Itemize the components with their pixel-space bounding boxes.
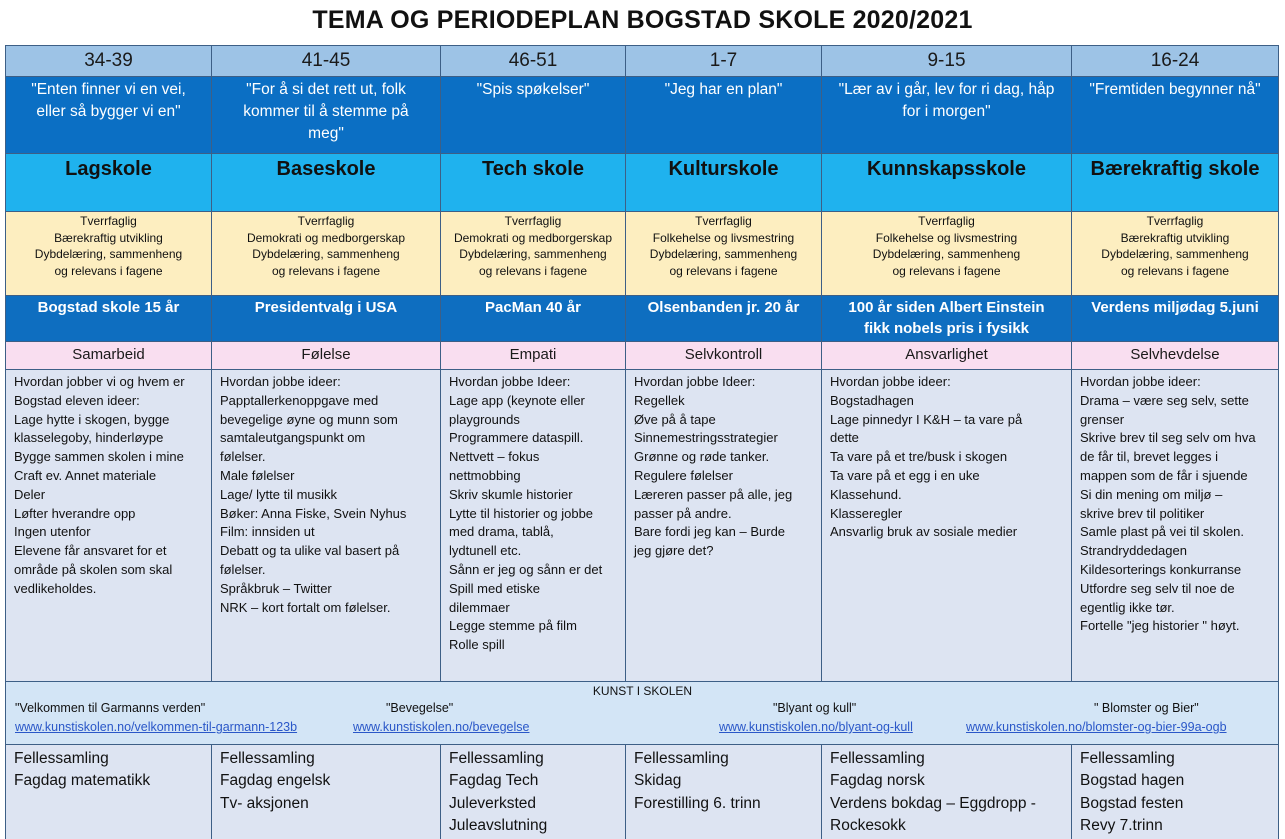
school-row [6, 154, 1279, 212]
idea-line: lydtunell etc. [449, 543, 522, 559]
kunst-title-garmann: "Velkommen til Garmanns verden" [15, 701, 206, 715]
idea-line: skrive brev til politiker [1080, 505, 1205, 521]
interdisciplinary-cell [1072, 212, 1279, 296]
event-cell [212, 296, 441, 342]
activity-line: Fagdag Tech [449, 772, 539, 790]
ideas-cell [441, 370, 626, 682]
idea-line: Skrive brev til seg selv om hva [1080, 430, 1256, 446]
event-line: PacMan 40 år [485, 299, 581, 316]
interdisciplinary-line: Tverrfaglig [80, 214, 137, 228]
quote-line: eller så bygger vi en" [36, 103, 181, 120]
period-plan-table [5, 45, 1279, 839]
idea-line: Lage pinnedyr I K&H – ta vare på [830, 411, 1023, 427]
idea-line: Strandryddedagen [1080, 543, 1187, 559]
idea-line: egentlig ikke tør. [1080, 599, 1175, 615]
kunst-heading: KUNST I SKOLEN [592, 684, 693, 698]
ideas-cell [626, 370, 822, 682]
idea-line: Ansvarlig bruk av sosiale medier [830, 524, 1018, 540]
activity-line: Fellessamling [14, 750, 109, 767]
fellessamling-cell [626, 745, 822, 839]
idea-line: Sinnemestringsstrategier [634, 430, 778, 446]
event-line: 100 år siden Albert Einstein [848, 299, 1045, 316]
ideas-cell [822, 370, 1072, 682]
page-title: TEMA OG PERIODEPLAN BOGSTAD SKOLE 2020/2021 [312, 6, 973, 34]
idea-line: Lage hytte i skogen, bygge [14, 411, 170, 427]
activity-line: Fellessamling [634, 750, 729, 767]
interdisciplinary-line: Folkehelse og livsmestring [652, 230, 795, 245]
event-cell [1072, 296, 1279, 342]
idea-line: Regellek [634, 392, 685, 408]
weeks-cell: 1-7 [626, 46, 822, 77]
weeks-cell: 16-24 [1072, 46, 1279, 77]
idea-line: passer på andre. [634, 505, 732, 521]
idea-line: samtaleutgangspunkt om [220, 430, 366, 446]
idea-line: Kildesorterings konkurranse [1080, 561, 1242, 577]
quote-line: kommer til å stemme på [243, 103, 409, 120]
kunst-link-garmann[interactable]: www.kunstiskolen.no/velkommen-til-garmann-123b [15, 720, 298, 734]
school-type-cell: Kunnskapsskole [822, 154, 1072, 212]
school-type-cell: Baseskole [212, 154, 441, 212]
idea-line: Grønne og røde tanker. [634, 449, 770, 465]
idea-line: Hvordan jobber vi og hvem er [14, 374, 185, 389]
idea-line: Lage app (keynote eller [449, 392, 585, 408]
idea-line: Bogstad eleven ideer: [14, 392, 140, 408]
fellessamling-row [6, 745, 1279, 839]
activity-line: Fellessamling [220, 750, 315, 767]
interdisciplinary-line: og relevans i fagene [669, 263, 778, 278]
idea-line: Hvordan jobbe Ideer: [634, 374, 756, 389]
interdisciplinary-line: Folkehelse og livsmestring [875, 230, 1018, 245]
event-cell [626, 296, 822, 342]
kunst-row [6, 682, 1279, 745]
quote-cell [212, 77, 441, 154]
school-type-cell: Bærekraftig skole [1072, 154, 1279, 212]
kunst-link-blomster[interactable]: www.kunstiskolen.no/blomster-og-bier-99a-ogb [966, 720, 1227, 734]
idea-line: Nettvett – fokus [449, 449, 540, 465]
idea-line: Spill med etiske [449, 580, 541, 596]
event-line: Verdens miljødag 5.juni [1091, 299, 1259, 316]
interdisciplinary-line: Tverrfaglig [695, 214, 752, 228]
activity-line: Forestilling 6. trinn [634, 794, 761, 812]
quote-cell [626, 77, 822, 154]
value-cell: Samarbeid [6, 342, 212, 370]
idea-line: NRK – kort fortalt om følelser. [220, 599, 391, 615]
idea-line: område på skolen som skal [14, 561, 173, 577]
kunst-title-bevegelse: "Bevegelse" [386, 701, 454, 715]
idea-line: Klassehund. [830, 486, 902, 502]
event-row [6, 296, 1279, 342]
activity-line: Bogstad festen [1080, 794, 1184, 812]
interdisciplinary-line: Tverrfaglig [297, 214, 355, 228]
idea-line: med drama, tablå, [449, 524, 554, 540]
idea-line: de får til, brevet legges i [1080, 449, 1219, 465]
idea-line: grenser [1080, 411, 1125, 427]
interdisciplinary-line: og relevans i fagene [271, 263, 381, 278]
quote-line: meg" [308, 125, 344, 142]
idea-line: Papptallerkenoppgave med [220, 392, 379, 408]
idea-line: Hvordan jobbe ideer: [830, 374, 951, 389]
idea-line: Bygge sammen skolen i mine [14, 449, 184, 465]
fellessamling-cell [1072, 745, 1279, 839]
interdisciplinary-cell [822, 212, 1072, 296]
kunst-link-blyant[interactable]: www.kunstiskolen.no/blyant-og-kull [719, 720, 913, 734]
activity-line: Fellessamling [449, 750, 544, 767]
quote-cell [1072, 77, 1279, 154]
interdisciplinary-cell [441, 212, 626, 296]
value-row [6, 342, 1279, 370]
interdisciplinary-line: Dybdelæring, sammenheng [1101, 247, 1249, 261]
ideas-cell [212, 370, 441, 682]
ideas-cell [6, 370, 212, 682]
idea-line: Lytte til historier og jobbe [449, 505, 594, 521]
weeks-cell: 41-45 [212, 46, 441, 77]
event-line: Presidentvalg i USA [254, 299, 398, 316]
idea-line: Utfordre seg selv til noe de [1080, 580, 1235, 596]
idea-line: vedlikeholdes. [14, 580, 97, 596]
activity-line: Tv- aksjonen [220, 794, 309, 812]
quote-cell [441, 77, 626, 154]
quote-cell [6, 77, 212, 154]
idea-line: Skriv skumle historier [449, 486, 573, 502]
event-line: Olsenbanden jr. 20 år [647, 299, 800, 316]
quote-line: "Jeg har en plan" [664, 81, 783, 98]
kunst-cell [6, 682, 1279, 745]
idea-line: Hvordan jobbe ideer: [1080, 374, 1201, 389]
school-type-cell: Tech skole [441, 154, 626, 212]
idea-line: følelser. [220, 449, 266, 465]
kunst-i-skolen-section [6, 682, 1279, 744]
idea-line: Ta vare på et tre/busk i skogen [830, 449, 1008, 465]
interdisciplinary-line: Dybdelæring, sammenheng [252, 247, 400, 261]
interdisciplinary-line: Tverrfaglig [1146, 214, 1204, 228]
activity-line: Revy 7.trinn [1080, 817, 1163, 835]
kunst-link-bevegelse[interactable]: www.kunstiskolen.no/bevegelse [353, 720, 530, 734]
activity-line: Verdens bokdag – Eggdropp - [830, 794, 1036, 812]
quote-line: for i morgen" [902, 103, 991, 120]
activity-line: Fellessamling [830, 750, 925, 767]
activity-line: Juleverksted [449, 794, 537, 812]
idea-line: Språkbruk – Twitter [220, 580, 332, 596]
fellessamling-cell [822, 745, 1072, 839]
kunst-title-blomster: " Blomster og Bier" [1094, 701, 1199, 715]
idea-line: mappen som de får i sjuende [1080, 467, 1248, 483]
interdisciplinary-line: og relevans i fagene [1120, 263, 1230, 278]
idea-line: Film: innsiden ut [220, 524, 315, 540]
activity-line: Fellessamling [1080, 750, 1175, 767]
event-line: Bogstad skole 15 år [37, 299, 180, 316]
quote-line: "Spis spøkelser" [476, 81, 590, 98]
idea-line: Debatt og ta ulike val basert på [220, 543, 400, 559]
idea-line: dette [830, 430, 859, 446]
weeks-cell: 9-15 [822, 46, 1072, 77]
kunst-title-blyant: "Blyant og kull" [773, 701, 857, 715]
value-cell: Selvkontroll [626, 342, 822, 370]
idea-line: følelser. [220, 561, 266, 577]
value-cell: Følelse [212, 342, 441, 370]
fellessamling-cell [212, 745, 441, 839]
interdisciplinary-line: Dybdelæring, sammenheng [34, 247, 183, 261]
idea-line: Craft ev. Annet materiale [14, 467, 157, 483]
idea-line: Fortelle "jeg historier " høyt. [1080, 618, 1240, 634]
idea-line: Rolle spill [449, 637, 505, 653]
school-type-cell: Kulturskole [626, 154, 822, 212]
event-cell [6, 296, 212, 342]
weeks-cell: 34-39 [6, 46, 212, 77]
weeks-row [6, 46, 1279, 77]
value-cell: Selvhevdelse [1072, 342, 1279, 370]
quote-row [6, 77, 1279, 154]
idea-line: Løfter hverandre opp [14, 505, 136, 521]
interdisciplinary-line: Bærekraftig utvikling [54, 230, 163, 245]
idea-line: Ta vare på et egg i en uke [830, 467, 980, 483]
interdisciplinary-line: Bærekraftig utvikling [1120, 230, 1230, 245]
activity-line: Juleavslutning [449, 817, 548, 835]
interdisciplinary-cell [6, 212, 212, 296]
interdisciplinary-row [6, 212, 1279, 296]
interdisciplinary-line: Tverrfaglig [918, 214, 975, 228]
idea-line: Deler [14, 486, 46, 502]
weeks-cell: 46-51 [441, 46, 626, 77]
interdisciplinary-line: og relevans i fagene [54, 263, 163, 278]
idea-line: Drama – være seg selv, sette [1080, 392, 1249, 408]
idea-line: bevegelige øyne og munn som [220, 411, 398, 427]
idea-line: Bare fordi jeg kan – Burde [634, 524, 786, 540]
ideas-row [6, 370, 1279, 682]
idea-line: Øve på å tape [634, 411, 716, 427]
idea-line: Bøker: Anna Fiske, Svein Nyhus [220, 505, 407, 521]
event-cell [441, 296, 626, 342]
event-cell [822, 296, 1072, 342]
idea-line: nettmobbing [449, 467, 521, 483]
idea-line: Ingen utenfor [14, 524, 91, 540]
idea-line: Legge stemme på film [449, 618, 577, 634]
quote-cell [822, 77, 1072, 154]
interdisciplinary-line: og relevans i fagene [892, 263, 1001, 278]
activity-line: Fagdag matematikk [14, 772, 151, 790]
activity-line: Fagdag engelsk [220, 772, 331, 790]
fellessamling-cell [6, 745, 212, 839]
idea-line: Si din mening om miljø – [1080, 486, 1223, 502]
idea-line: Hvordan jobbe Ideer: [449, 374, 571, 389]
interdisciplinary-line: Dybdelæring, sammenheng [649, 247, 798, 261]
activity-line: Bogstad hagen [1080, 772, 1185, 790]
interdisciplinary-cell [626, 212, 822, 296]
activity-line: Fagdag norsk [830, 772, 925, 790]
idea-line: Male følelser [220, 467, 295, 483]
idea-line: playgrounds [449, 411, 520, 427]
fellessamling-cell [441, 745, 626, 839]
interdisciplinary-line: Demokrati og medborgerskap [246, 230, 406, 245]
interdisciplinary-line: Tverrfaglig [504, 214, 562, 228]
quote-line: "Enten finner vi en vei, [31, 81, 186, 98]
idea-line: Programmere dataspill. [449, 430, 584, 446]
quote-line: "Lær av i går, lev for ri dag, håp [838, 81, 1055, 98]
interdisciplinary-line: Dybdelæring, sammenheng [872, 247, 1021, 261]
event-line: fikk nobels pris i fysikk [863, 320, 1030, 337]
idea-line: Elevene får ansvaret for et [14, 543, 167, 559]
idea-line: Hvordan jobbe ideer: [220, 374, 341, 389]
idea-line: Klasseregler [830, 505, 903, 521]
activity-line: Skidag [634, 772, 682, 790]
quote-line: "For å si det rett ut, folk [246, 81, 406, 98]
idea-line: Læreren passer på alle, jeg [634, 486, 793, 502]
value-cell: Empati [441, 342, 626, 370]
idea-line: Bogstadhagen [830, 392, 914, 408]
interdisciplinary-line: Dybdelæring, sammenheng [459, 247, 607, 261]
idea-line: Lage/ lytte til musikk [220, 486, 338, 502]
idea-line: klasselegoby, hinderløype [14, 430, 164, 446]
interdisciplinary-cell [212, 212, 441, 296]
idea-line: dilemmaer [449, 599, 510, 615]
idea-line: Regulere følelser [634, 467, 733, 483]
quote-line: "Fremtiden begynner nå" [1089, 81, 1261, 98]
idea-line: Sånn er jeg og sånn er det [449, 561, 603, 577]
interdisciplinary-line: og relevans i fagene [478, 263, 588, 278]
ideas-cell [1072, 370, 1279, 682]
idea-line: Samle plast på vei til skolen. [1080, 524, 1245, 540]
value-cell: Ansvarlighet [822, 342, 1072, 370]
school-type-cell: Lagskole [6, 154, 212, 212]
idea-line: jeg gjøre det? [634, 543, 714, 559]
activity-line: Rockesokk [830, 817, 906, 835]
interdisciplinary-line: Demokrati og medborgerskap [453, 230, 613, 245]
